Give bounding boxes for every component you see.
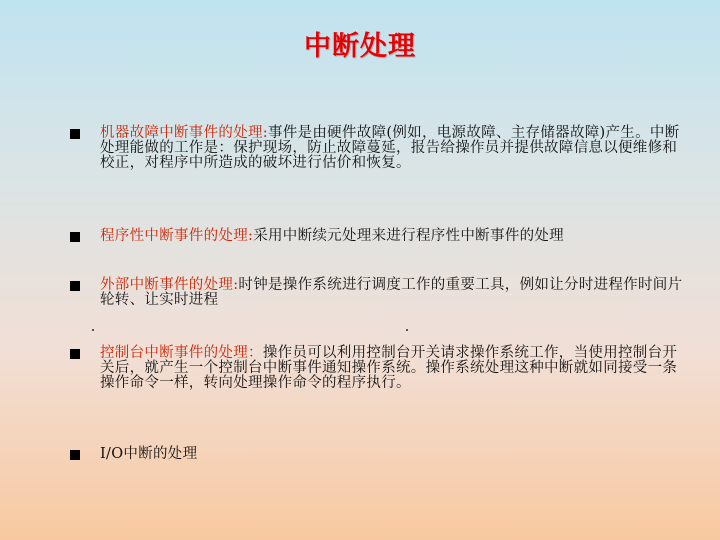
bullet-item-machine-fault	[70, 126, 690, 171]
bullet-text	[100, 229, 690, 244]
square-bullet-icon	[70, 349, 80, 359]
square-bullet-icon	[70, 281, 80, 291]
stray-dot	[406, 329, 408, 331]
bullet-heading: 控制台中断事件的处理：	[100, 345, 263, 361]
bullet-body: 事件是由硬件故障(例如，电源故障、主存储器故障)产生。中断处理能做的工作是：保护现场，防止故障蔓延，报告给操作员并提供故障信息以便维修和校正，对程序中所造成的破坏进行估价和恢复。	[100, 125, 680, 171]
bullet-heading: 机器故障中断事件的处理:	[100, 125, 268, 141]
bullet-body: I/O中断的处理	[100, 446, 198, 462]
square-bullet-icon	[70, 232, 80, 242]
slide-title: 中断处理	[304, 31, 416, 62]
square-bullet-icon	[70, 450, 80, 460]
bullet-item-io-interrupt	[70, 447, 690, 462]
bullet-item-external-interrupt	[70, 278, 690, 308]
bullet-text	[100, 278, 690, 308]
bullet-heading: 程序性中断事件的处理:	[100, 228, 254, 244]
bullet-item-console-interrupt	[70, 346, 690, 391]
bullet-body: 操作员可以利用控制台开关请求操作系统工作，当使用控制台开关后，就产生一个控制台中断事件通知操作系统。操作系统处理这种中断就如同接受一条操作命令一样，转向处理操作命令的程序执行。	[100, 345, 678, 391]
bullet-text	[100, 447, 690, 462]
bullet-text	[100, 346, 690, 391]
bullet-heading: 外部中断事件的处理:	[100, 277, 239, 293]
bullet-text	[100, 126, 690, 171]
bullet-body: 采用中断续元处理来进行程序性中断事件的处理	[253, 228, 564, 244]
stray-dot	[92, 329, 94, 331]
bullet-body: 时钟是操作系统进行调度工作的重要工具，例如让分时进程作时间片轮转、让实时进程	[100, 277, 683, 308]
bullet-item-program-interrupt	[70, 229, 690, 244]
square-bullet-icon	[70, 129, 80, 139]
